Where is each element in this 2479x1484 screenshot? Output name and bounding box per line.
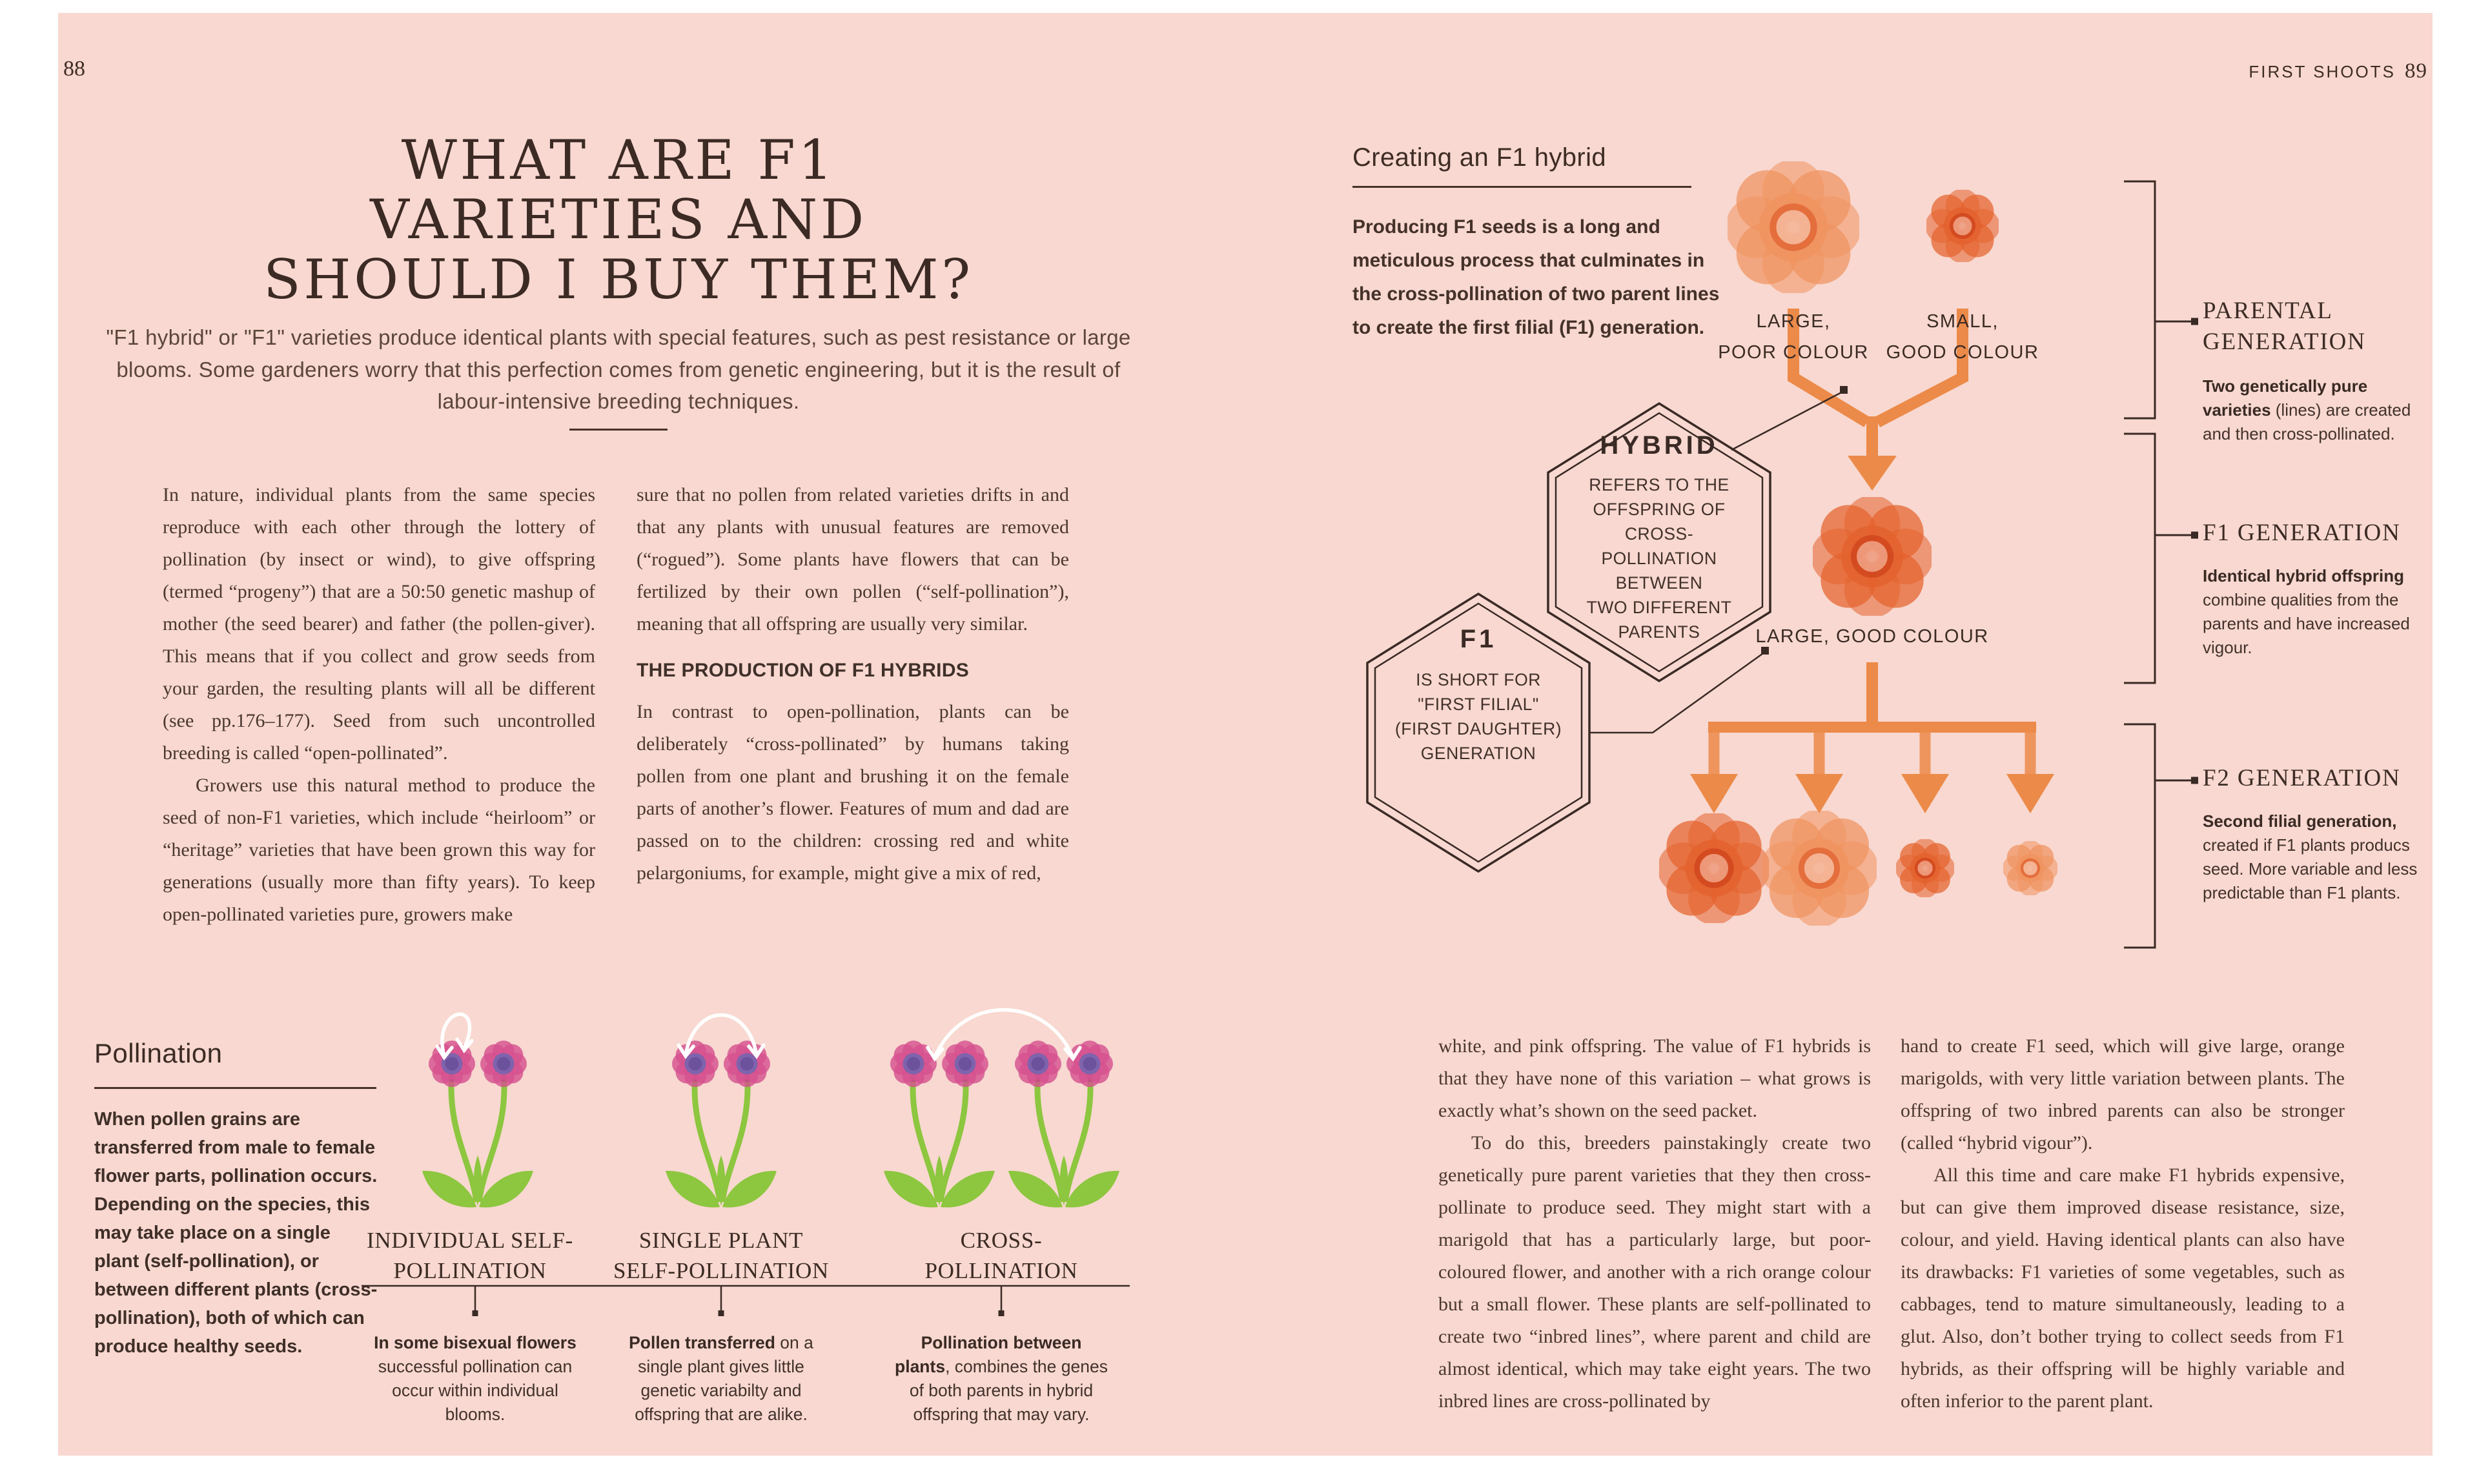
caption-cross — [892, 1331, 1111, 1427]
hybrid-hexagon-body — [1557, 473, 1761, 644]
label-line: INDIVIDUAL SELF- — [367, 1228, 573, 1253]
paragraph: sure that no pollen from related varieties drifts in and that any plants with unusual features are removed (“rogued”). Some plants have flowers that can be fertilized by their own pollen (“self-pollination”), meaning that all offspring are usually very similar. — [637, 484, 1069, 635]
f2-branch-arrows — [1690, 662, 2054, 813]
flower-small-good — [1925, 188, 1999, 263]
running-header — [2105, 59, 2427, 83]
page-title-line: VARIETIES AND — [370, 188, 867, 252]
caption-individual-self — [365, 1331, 585, 1427]
f1-hybrid-diagram — [1343, 155, 2208, 955]
gen-name-line: GENERATION — [2203, 329, 2366, 355]
hex-line: OFFSPRING OF CROSS- — [1593, 500, 1726, 544]
paragraph: white, and pink offspring. The value of F1 hybrids is that they have none of this variation – what grows is exactly what’s shown on the seed packet. — [1438, 1035, 1871, 1121]
body-column-2 — [637, 479, 1069, 889]
caption-rest: , combines the genes of both parents in hybrid offspring that may vary. — [909, 1357, 1108, 1424]
hex-line: TWO DIFFERENT — [1586, 598, 1732, 617]
single-plant-arc-arrow — [678, 1015, 764, 1057]
page-number-left: 88 — [63, 57, 85, 81]
f2-generation-bracket — [2124, 724, 2198, 948]
caption-rest: on a single plant gives little genetic variabilty and offspring that are alike. — [635, 1333, 813, 1424]
paragraph: To do this, breeders painstakingly create two genetically pure parent varieties that they then cross-pollinate to produce seed. They might start with a marigold that has a particularly large, but poor-coloured flower, and another with a rich orange colour but a small flower. These plants are self-pollinated to create two “inbred lines”, where parent and child are almost identical, which may take eight years. The two inbred lines are cross-pollinated by — [1438, 1132, 1871, 1412]
label-large-good-colour: LARGE, GOOD COLOUR — [1755, 626, 1989, 647]
gen-desc — [2203, 374, 2429, 446]
caption-single-plant — [611, 1331, 831, 1427]
gen-desc — [2203, 564, 2429, 660]
hex-line: IS SHORT FOR — [1416, 670, 1541, 689]
paragraph: In nature, individual plants from the same species reproduce with each other through the lottery of pollination (by insect or wind), to give offspring (termed “progeny”) that are a 50:50 genetic mashup of mother (the seed bearer) and father (the pollen-giver). This means that if you collect and grow seeds from your garden, the resulting plants will all be different (see pp.176–177). Seed from such uncontrolled breeding is called “open-pollinated”. — [163, 484, 595, 764]
flower-f2-4 — [2003, 840, 2059, 897]
plant-cross-right — [1008, 1041, 1119, 1208]
flower-large-poor — [1726, 159, 1861, 295]
label-line: GOOD COLOUR — [1886, 342, 2039, 363]
flower-f2-1 — [1657, 811, 1770, 924]
flower-f1 — [1811, 495, 1933, 618]
label-line: SELF-POLLINATION — [613, 1258, 829, 1283]
section-heading: THE PRODUCTION OF F1 HYBRIDS — [637, 660, 970, 681]
flower-f2-2 — [1760, 809, 1878, 927]
hex-line: GENERATION — [1420, 744, 1536, 763]
plant-cross-left — [884, 1041, 995, 1208]
gen-desc-bold: Two genetically pure varieties — [2203, 376, 2368, 420]
pollination-plants-illustration — [349, 981, 1181, 1252]
caption-connector-rule — [349, 1275, 1181, 1320]
plant-single-plant — [666, 1041, 777, 1208]
paragraph: hand to create F1 seed, which will give large, orange marigolds, with very little variation between plants. The offspring of two inbred parents can also be stronger (called “hybrid vigour”). — [1901, 1035, 2345, 1154]
f1-hexagon-body — [1376, 667, 1580, 766]
caption-bold: Pollen transferred — [629, 1333, 775, 1352]
gen-desc-bold: Second filial generation, — [2203, 811, 2397, 831]
f1-hexagon-title: F1 — [1460, 625, 1497, 653]
caption-bold: In some bisexual flowers — [374, 1333, 576, 1352]
f2-generation-label: F2 GENERATION Second filial generation, created if F1 plants producs seed. More variable and less predictable than F1 plants. — [2203, 763, 2429, 905]
page-number-right: 89 — [2405, 59, 2427, 83]
intro-paragraph: "F1 hybrid" or "F1" varieties produce identical plants with special features, such as pest resistance or large blooms. Some gardeners worry that this perfection comes from genetic engineering, but it is the result of labour-intensive breeding techniques. — [106, 325, 1131, 413]
plant-individual-self — [422, 1041, 533, 1208]
label-line: POLLINATION — [393, 1258, 547, 1283]
label-line: POLLINATION — [924, 1258, 1078, 1283]
intro-divider — [569, 429, 668, 431]
label-line: POOR COLOUR — [1718, 342, 1869, 363]
caption-bold: Pollination between plants — [895, 1333, 1082, 1376]
f1-generation-label: F1 GENERATION Identical hybrid offspring combine qualities from the parents and have increased vigour. — [2203, 518, 2429, 660]
hex-line: (FIRST DAUGHTER) — [1394, 719, 1562, 738]
label-line: SMALL, — [1926, 311, 1999, 332]
label-line: CROSS- — [960, 1228, 1043, 1253]
body-column-3 — [1438, 1030, 1871, 1418]
page-title — [199, 130, 1038, 309]
gen-desc-rest: (lines) are created and then cross-pollinated. — [2203, 400, 2411, 443]
hex-line: REFERS TO THE — [1589, 475, 1729, 494]
body-column-1 — [163, 479, 595, 931]
hex-line: POLLINATION BETWEEN — [1601, 549, 1717, 593]
label-small-good-colour — [1846, 306, 2079, 368]
flower-f2-3 — [1895, 839, 1955, 899]
gen-name-line: PARENTAL — [2203, 298, 2333, 324]
gen-desc-rest: combine qualities from the parents and have increased vigour. — [2203, 590, 2410, 657]
pollination-rule — [94, 1087, 376, 1089]
page-title-line: SHOULD I BUY THEM? — [263, 247, 974, 311]
hybrid-hexagon-title: HYBRID — [1600, 431, 1719, 460]
panel-heading: Creating an F1 hybrid — [1352, 143, 1607, 172]
panel-intro: Producing F1 seeds is a long and meticulous process that culminates in the cross-pollination of two parent lines to create the first filial (F1) generation. — [1352, 216, 1720, 338]
pollination-heading: Pollination — [94, 1038, 223, 1068]
gen-desc-bold: Identical hybrid offspring — [2203, 566, 2405, 585]
caption-rest: successful pollination can occur within individual blooms. — [378, 1357, 573, 1424]
gen-desc-rest: created if F1 plants producs seed. More variable and less predictable than F1 plants. — [2203, 835, 2418, 902]
gen-desc — [2203, 809, 2429, 905]
hex-line: PARENTS — [1618, 622, 1700, 642]
page-title-line: WHAT ARE F1 — [401, 128, 836, 192]
f1-generation-bracket — [2124, 434, 2198, 683]
parental-generation-bracket — [2124, 181, 2198, 418]
label-line: LARGE, — [1756, 311, 1831, 332]
pollination-body: When pollen grains are transferred from male to female flower parts, pollination occurs. Depending on the species, this may take place on a single plant (self-pollination), or between different plants (cross-pollination), both of which can produce healthy seeds. — [94, 1109, 378, 1357]
paragraph: All this time and care make F1 hybrids expensive, but can give them improved disease resistance, size, colour, and yield. Having identical plants can also have its drawbacks: F1 varieties of some vegetables, such as cabbages, tend to mature simultaneously, leading to a glut. Also, don’t bother trying to collect seeds from F1 hybrids, as their offspring will be highly variable and often inferior to the parent plant. — [1901, 1164, 2345, 1412]
body-column-4 — [1901, 1030, 2345, 1418]
paragraph: Growers use this natural method to produce the seed of non-F1 varieties, which include “heirloom” or “heritage” varieties that have been grown this way for generations (usually more than fifty years). To keep open-pollinated varieties pure, growers make — [163, 775, 595, 925]
running-header-title: FIRST SHOOTS — [2249, 62, 2396, 81]
parental-generation-label — [2203, 296, 2429, 446]
hex-line: "FIRST FILIAL" — [1418, 695, 1539, 714]
label-line: SINGLE PLANT — [638, 1228, 804, 1253]
paragraph: In contrast to open-pollination, plants can be deliberately “cross-pollinated” by humans taking pollen from one plant and brushing it on the female parts of another’s flower. Features of mum and dad are passed on to the children: crossing red and white pelargoniums, for example, might give a mix of red, — [637, 701, 1069, 884]
